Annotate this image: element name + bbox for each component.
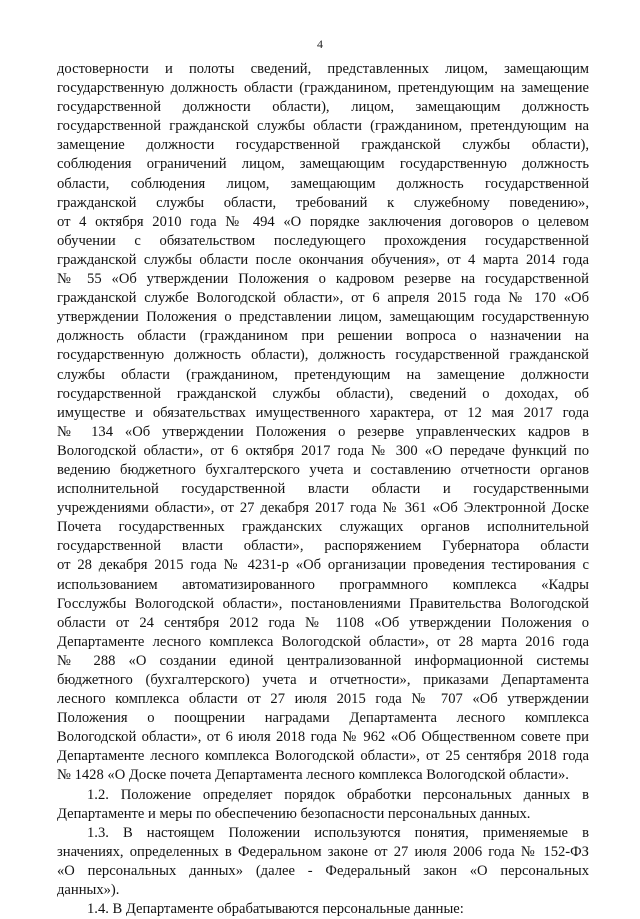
text-line: № 288 «О создании единой централизованной информационной системы: [57, 652, 589, 669]
text-line: Вологодской области», от 6 июля 2018 года № 962 «Об Общественном совете при: [57, 729, 589, 746]
text-line: государственную должность области (гражданином, претендующим на замещение: [57, 80, 589, 97]
text-line: достоверности и полоты сведений, представленных лицом, замещающим: [57, 61, 589, 77]
text-line: от 28 декабря 2015 года № 4231-р «Об организации проведения тестирования с: [57, 557, 589, 574]
text-line: от 4 октября 2010 года № 494 «О порядке заключения договоров о целевом: [57, 213, 589, 230]
text-line: учреждениями области», от 27 декабря 2017 года № 361 «Об Электронной Доске: [57, 500, 589, 517]
text-line: Почета государственных гражданских служащих органов исполнительной: [57, 519, 589, 536]
text-line: № 55 «Об утверждении Положения о кадровом резерве на государственной: [57, 271, 589, 288]
text-line: № 134 «Об утверждении Положения о резерве управленческих кадров в: [57, 423, 589, 440]
text-line: утверждении Положения о представлении лицом, замещающим государственную: [57, 309, 589, 326]
text-line: Департаменте лесного комплекса Вологодской области», от 25 сентября 2018 года: [57, 748, 589, 765]
text-line: 1.4. В Департаменте обрабатываются персональные данные:: [87, 901, 464, 918]
text-line: государственной должности области), лицом, замещающим должность: [57, 99, 589, 116]
text-line: исполнительной государственной власти области и государственными: [57, 481, 589, 498]
text-line: Госслужбы Вологодской области», постановлениями Правительства Вологодской: [57, 595, 589, 612]
text-line: Департаменте и меры по обеспечению безопасности персональных данных.: [57, 805, 531, 822]
page-number: 4: [317, 37, 323, 51]
text-line: Вологодской области», от 6 октября 2017 года № 300 «О передаче функций по: [57, 442, 589, 459]
text-line: «О персональных данных» (далее - Федеральный закон «О персональных: [57, 862, 589, 879]
text-line: Департаменте лесного комплекса Вологодской области», от 28 марта 2016 года: [57, 633, 589, 650]
text-line: должность области (гражданином при решении вопроса о назначении на: [57, 328, 589, 345]
text-line: использованием автоматизированного программного комплекса «Кадры: [57, 576, 589, 593]
text-line: Положения о поощрении наградами Департамента лесного комплекса: [57, 710, 589, 727]
text-line: соблюдения ограничений лицом, замещающим государственную должность: [57, 156, 589, 173]
text-line: 1.2. Положение определяет порядок обработки персональных данных в: [87, 786, 589, 803]
document-body: [57, 60, 589, 919]
text-line: государственной гражданской службы области (гражданином, претендующим на: [57, 118, 589, 135]
text-line: бюджетного (бухгалтерского) учета и отчетности», приказами Департамента: [57, 672, 589, 688]
text-line: 1.3. В настоящем Положении используются понятия, применяемые в: [87, 824, 589, 841]
text-line: замещение должности государственной гражданской службы области),: [57, 137, 589, 154]
text-line: гражданской службы области, требований к служебному поведению»,: [57, 194, 589, 211]
text-line: области, соблюдения лицом, замещающим должность государственной: [57, 175, 589, 192]
text-line: гражданской службе Вологодской области», от 6 апреля 2015 года № 170 «Об: [57, 290, 589, 307]
text-line: имуществе и обязательствах имущественного характера, от 12 мая 2017 года: [57, 404, 589, 421]
text-line: государственной гражданской службы области), сведений о доходах, об: [57, 385, 589, 402]
text-line: № 1428 «О Доске почета Департамента лесного комплекса Вологодской области».: [57, 767, 569, 784]
text-line: области от 24 сентября 2012 года № 1108 «Об утверждении Положения о: [57, 614, 589, 631]
text-line: государственную должность области), должность государственной гражданской: [57, 347, 589, 364]
text-line: данных»).: [57, 882, 120, 899]
text-line: службы области (гражданином, претендующим на замещение должности: [57, 366, 589, 383]
text-line: гражданской службы области после окончания обучения», от 4 марта 2014 года: [57, 251, 589, 268]
text-line: ведению бюджетного бухгалтерского учета и составлению отчетности органов: [57, 461, 589, 478]
text-line: лесного комплекса области от 27 июля 2015 года № 707 «Об утверждении: [57, 691, 589, 708]
text-line: обучении с обязательством последующего прохождения государственной: [57, 232, 589, 249]
text-line: государственной власти области», распоряжением Губернатора области: [57, 538, 589, 555]
text-line: значениях, определенных в Федеральном законе от 27 июля 2006 года № 152-ФЗ: [57, 843, 589, 860]
